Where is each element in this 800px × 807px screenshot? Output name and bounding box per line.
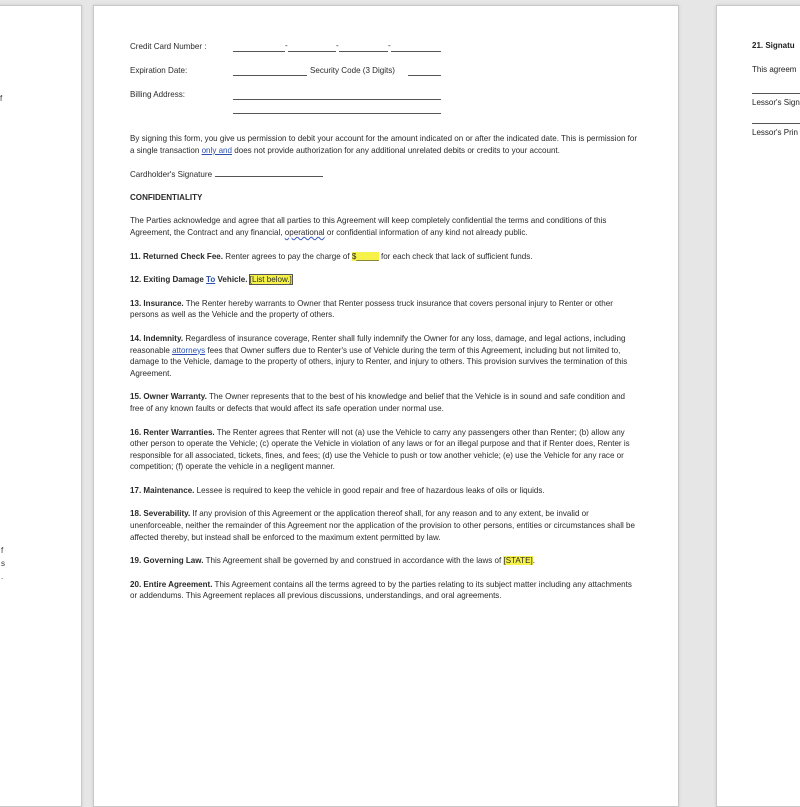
card-number-row: Credit Card Number : - - - [130,41,640,53]
card-number-field-3[interactable] [339,41,388,52]
section-18-title: 18. Severability. [130,509,191,519]
card-number-field-2[interactable] [288,41,336,52]
lessor-print-line[interactable] [752,123,800,124]
lessor-print-label: Lessor's Prin [752,128,798,137]
section-16-title: 16. Renter Warranties. [130,427,215,437]
expiration-label: Expiration Date: [130,66,188,75]
section-13-title: 13. Insurance. [130,298,184,308]
section-16: 16. Renter Warranties. The Renter agrees that Renter will not (a) use the Vehicle to carry any passengers other than Renter; (b) allow any other person to operate the Vehicle; (c) operate the Vehicle in violation of any laws or for an illegal purpose and that if Renter does, Renter is responsible for all associated, tickets, fines, and fees; (d) use the Vehicle to push or tow another vehicle; (e) use the Vehicle for any race or competition; (f) operate the vehicle in a negligent manner. [130,427,630,472]
card-number-label: Credit Card Number : [130,42,207,51]
section-19-title: 19. Governing Law. [130,556,204,566]
list-below-placeholder: [List below.] [249,275,292,285]
document-page-current [93,5,679,807]
spellcheck-word: operational [284,227,325,237]
section-13: 13. Insurance. The Renter hereby warrants to Owner that Renter possess truck insurance that covers personal injury to Renter or other persons as well as the Vehicle and the property of others. [130,298,613,320]
section-14-title: 14. Indemnity. [130,333,184,343]
section-15-title: 15. Owner Warranty. [130,392,207,402]
section-11: 11. Returned Check Fee. Renter agrees to pay the charge of $_____ for each check that lack of sufficient funds. [130,251,533,261]
billing-address-row [130,89,640,115]
spellcheck-word: attorneys [172,345,206,355]
expiration-field[interactable] [233,65,307,76]
page-fragment: . [1,572,4,581]
document-page-next [716,5,800,807]
section-12 [130,274,640,286]
page-body [130,41,640,602]
section-14: 14. Indemnity. Regardless of insurance coverage, Renter shall fully indemnify the Owner for any loss, damage, and legal actions, including reasonable attorneys fees that Owner suffers due to Renter's use of Vehicle during the term of this Agreement, including but not limited to, damage to the Vehicle, damage to the property of others, injury to Renter, and injury to others. This provision survives the termination of this Agreement. [130,333,628,378]
section-21-text: This agreem [752,65,797,74]
security-code-label: Security Code (3 Digits) [310,66,395,75]
section-21-title: 21. Signatu [752,41,795,50]
billing-address-field-1[interactable] [233,89,441,100]
page-fragment: s [1,559,5,568]
section-11-title: 11. Returned Check Fee. [130,251,224,261]
section-18: 18. Severability. If any provision of this Agreement or the application thereof shall, for any reason and to any extent, be invalid or unenforceable, neither the remainder of this Agreement nor the application of the provision to other persons, entities or circumstances shall be affected thereby, but instead shall be enforced to the maximum extent permitted by law. [130,509,636,542]
section-19: 19. Governing Law. This Agreement shall be governed by and construed in accordance with the laws of [STATE]. [130,556,535,566]
page-body-next [752,41,800,137]
confidentiality-paragraph: The Parties acknowledge and agree that all parties to this Agreement will keep completely confidential the terms and conditions of this Agreement, the Contract and any financial, operational or confidential information of any kind not already public. [130,216,607,237]
section-20-title: 20. Entire Agreement. [130,579,213,589]
lessor-signature-label: Lessor's Sign [752,98,800,107]
fee-placeholder: $_____ [351,251,379,261]
security-code-field[interactable] [408,65,441,76]
billing-address-label: Billing Address: [130,90,186,99]
cardholder-signature-row [130,167,640,181]
expiration-row [130,65,640,77]
permission-paragraph: By signing this form, you give us permission to debit your account for the amount indicated on or after the indicated date. This is permission for a single transaction only and does not provide authorization for any additional unrelated debits or credits to your account. [130,134,638,155]
section-12-title: 12. Exiting Damage To Vehicle. [130,275,248,285]
lessor-signature-line[interactable] [752,93,800,94]
cardholder-signature-field[interactable] [215,167,323,177]
state-placeholder: [STATE] [503,556,533,566]
confidentiality-heading: CONFIDENTIALITY [130,192,203,202]
billing-address-field-2[interactable] [233,103,441,114]
cardholder-signature-label: Cardholder's Signature [130,170,213,180]
section-17-title: 17. Maintenance. [130,485,195,495]
section-17: 17. Maintenance. Lessee is required to keep the vehicle in good repair and free of hazardous leaks of oils or liquids. [130,485,545,495]
card-number-field-1[interactable] [233,41,285,52]
section-20: 20. Entire Agreement. This Agreement contains all the terms agreed to by the parties relating to its subject matter including any attachments or addendums. This Agreement replaces all previous discussions, understandings, and oral agreements. [130,579,632,601]
page-fragment: f [0,94,3,103]
page-fragment: f [1,546,4,555]
card-number-field-4[interactable] [391,41,441,52]
document-page-previous [0,5,82,807]
permission-link-text: only and [201,145,233,155]
section-15: 15. Owner Warranty. The Owner represents that to the best of his knowledge and belief that the Vehicle is in sound and safe condition and free of any known faults or defects that would affect its safe operation under normal use. [130,392,626,413]
